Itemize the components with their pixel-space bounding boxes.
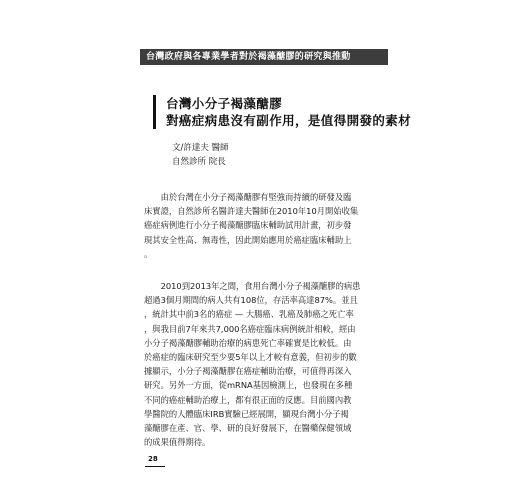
- text-line: 2010到2013年之間，食用台灣小分子褐藻醣膠的病患: [144, 281, 361, 291]
- text-line: 癌症病例進行小分子褐藻醣膠臨床輔助試用計畫，初步發: [144, 220, 352, 231]
- author-name: 文/許達夫 醫師: [172, 143, 229, 153]
- text-line: 現其安全性高、無毒性，因此開始應用於癌症臨床輔助上: [144, 234, 352, 245]
- text-line: 小分子褐藻醣膠輔助治療的病患死亡率確實是比較低。由: [144, 337, 352, 348]
- paragraph-1: [144, 190, 380, 261]
- text-line: 床實證，自然診所名醫許達夫醫師在2010年10月開始收集: [144, 206, 359, 217]
- text-line: ，與我目前7年來共7,000名癌症臨床病例統計相較，經由: [144, 323, 356, 334]
- text-line: 於癌症的臨床研究至少要5年以上才較有意義，但初步的數: [144, 351, 357, 362]
- text-line: 由於台灣在小分子褐藻醣膠有堅強而持續的研發及臨: [144, 192, 352, 202]
- text-line: 。: [144, 248, 153, 259]
- text-line: 學醫院的人體臨床IRB實驗已經展開，顯現台灣小分子褐: [144, 408, 349, 419]
- paragraph-2: [144, 279, 380, 449]
- page-number: 28: [148, 455, 158, 463]
- text-line: 藻醣膠在產、官、學、研的良好發展下，在醫藥保健領域: [144, 422, 352, 433]
- author-byline: [172, 141, 229, 169]
- title-line: 對癌症病患沒有副作用，是值得開發的素材: [166, 113, 412, 128]
- page-number-underline: [145, 466, 165, 467]
- text-line: 研究。另外一方面，從mRNA基因檢測上，也發現在多種: [144, 380, 353, 391]
- article-title: [153, 95, 411, 129]
- text-line: ，統計其中前3名的癌症 — 大腸癌、乳癌及肺癌之死亡率: [144, 309, 354, 320]
- text-line: 據顯示，小分子褐藻醣膠在癌症輔助治療，可值得再深入: [144, 366, 352, 377]
- section-header-bar: 台灣政府與各專業學者對於褐藻醣膠的研究與推動: [140, 49, 388, 65]
- text-line: 不同的癌症輔助治療上，都有很正面的反應。目前國內教: [144, 394, 352, 405]
- author-affiliation: 自然診所 院長: [172, 157, 226, 167]
- text-line: 的成果值得期待。: [144, 437, 211, 448]
- title-line: 台灣小分子褐藻醣膠: [166, 96, 283, 111]
- text-line: 超過3個月期間的病人共有108位，存活率高達87%。並且: [144, 295, 358, 306]
